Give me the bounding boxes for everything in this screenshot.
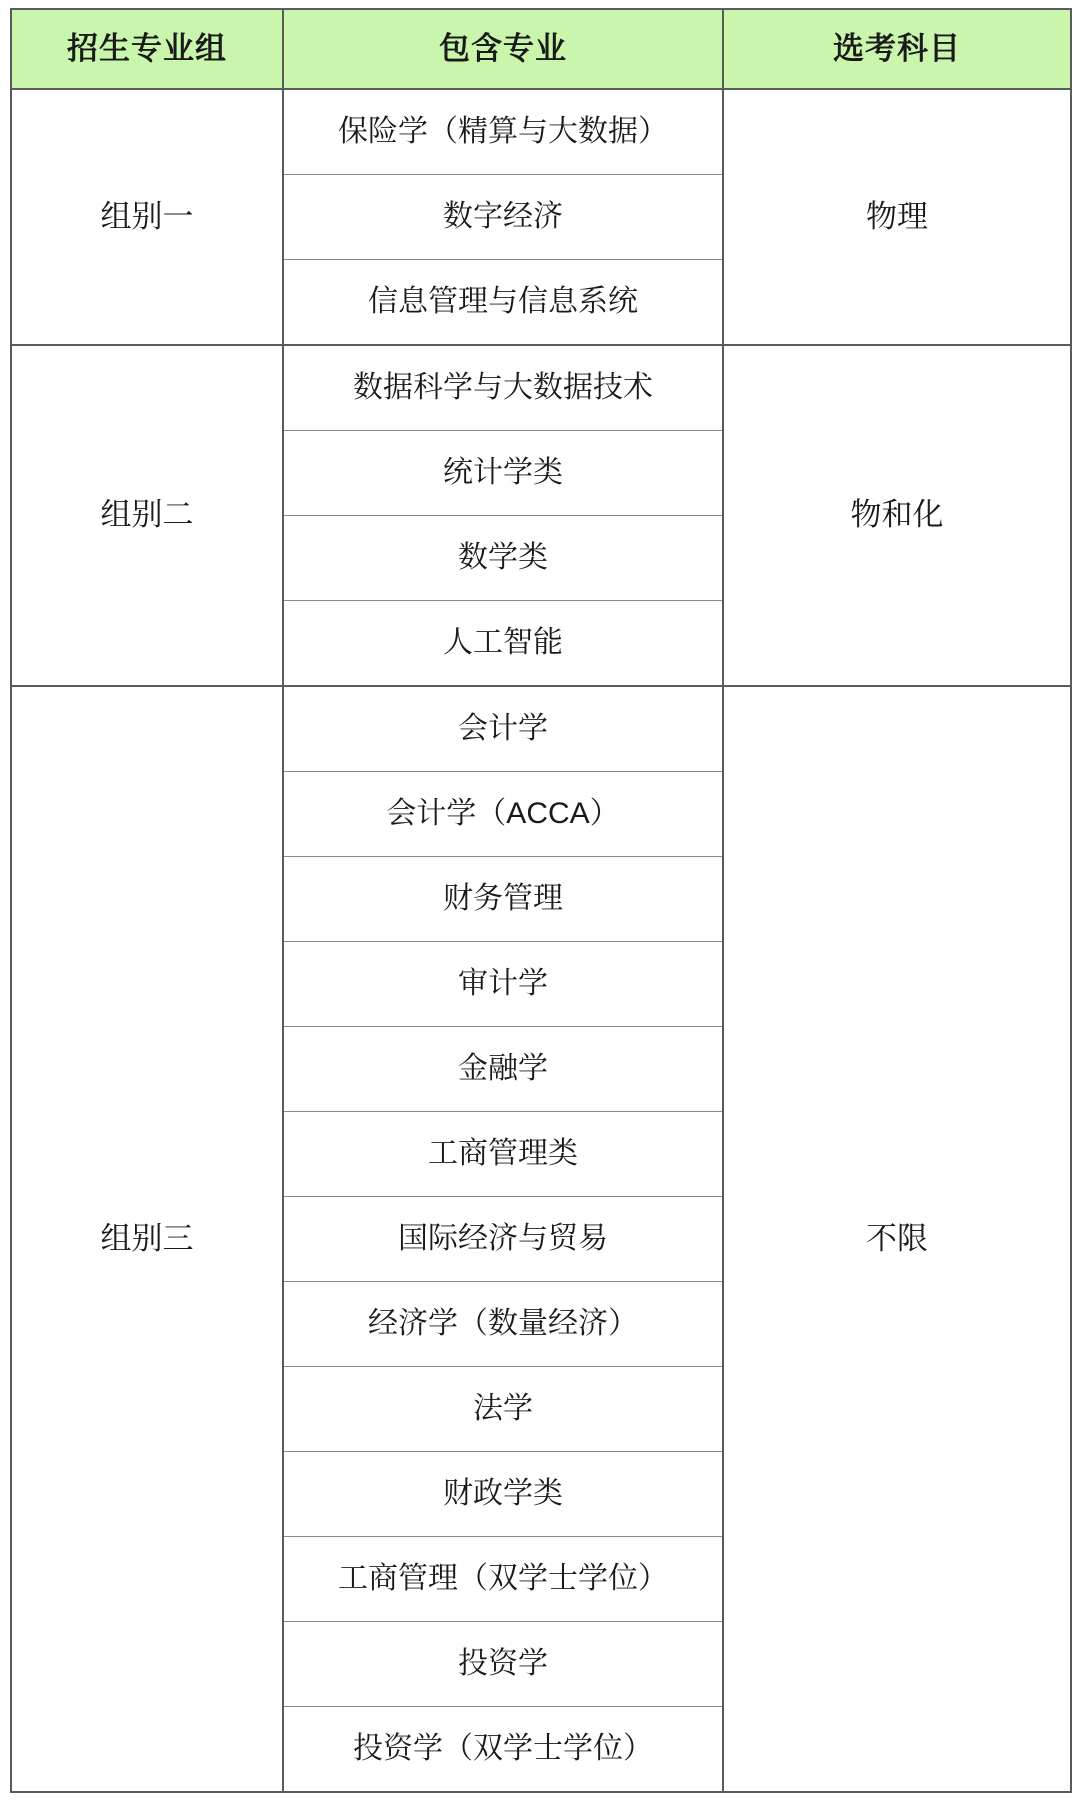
subject-cell: 物和化 [723, 345, 1071, 686]
major-cell: 经济学（数量经济） [283, 1282, 723, 1367]
table-header-row [11, 9, 1071, 89]
major-cell: 统计学类 [283, 431, 723, 516]
group-name-cell: 组别三 [11, 686, 283, 1792]
table-row [11, 345, 1071, 431]
major-cell: 国际经济与贸易 [283, 1197, 723, 1282]
major-cell: 投资学（双学士学位） [283, 1707, 723, 1793]
major-cell: 保险学（精算与大数据） [283, 89, 723, 175]
table-row [11, 89, 1071, 175]
column-header-group: 招生专业组 [11, 9, 283, 89]
column-header-majors: 包含专业 [283, 9, 723, 89]
major-cell: 信息管理与信息系统 [283, 260, 723, 346]
major-cell: 金融学 [283, 1027, 723, 1112]
major-cell: 会计学（ACCA） [283, 772, 723, 857]
major-cell: 财政学类 [283, 1452, 723, 1537]
group-name-cell: 组别二 [11, 345, 283, 686]
table-body [11, 89, 1071, 1792]
major-group-table [10, 8, 1072, 1793]
major-cell: 数学类 [283, 516, 723, 601]
major-cell: 数字经济 [283, 175, 723, 260]
major-cell: 工商管理类 [283, 1112, 723, 1197]
column-header-subjects: 选考科目 [723, 9, 1071, 89]
major-cell: 投资学 [283, 1622, 723, 1707]
major-cell: 工商管理（双学士学位） [283, 1537, 723, 1622]
major-cell: 财务管理 [283, 857, 723, 942]
table-row [11, 686, 1071, 772]
major-cell: 法学 [283, 1367, 723, 1452]
major-cell: 审计学 [283, 942, 723, 1027]
subject-cell: 物理 [723, 89, 1071, 345]
subject-cell: 不限 [723, 686, 1071, 1792]
major-cell: 会计学 [283, 686, 723, 772]
table-header [11, 9, 1071, 89]
major-cell: 数据科学与大数据技术 [283, 345, 723, 431]
group-name-cell: 组别一 [11, 89, 283, 345]
major-cell: 人工智能 [283, 601, 723, 687]
